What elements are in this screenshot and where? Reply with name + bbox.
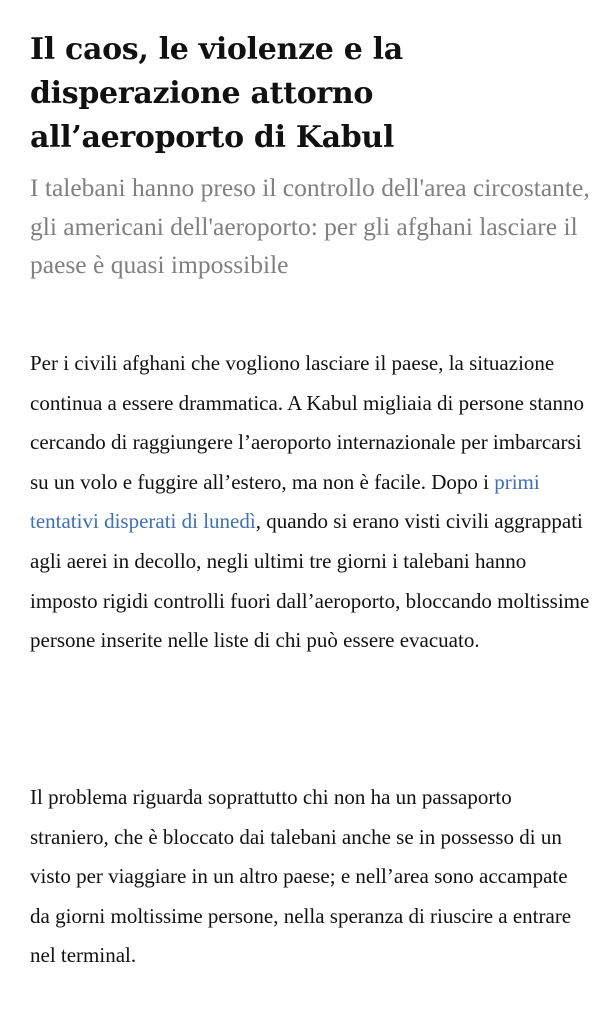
- paragraph-1-text-after-link: , quando si erano visti civili aggrappati agli aerei in decollo, negli ultimi tre giorni i talebani hanno imposto rigidi controlli fuori dall’aeroporto, bloccando moltissime persone inserite nelle liste di chi può essere evacuato.: [30, 509, 590, 653]
- paragraph-1-text-before-link: Per i civili afghani che vogliono lasciare il paese, la situazione continua a essere drammatica. A Kabul migliaia di persone stanno cercando di raggiungere l’aeroporto internazionale per imbarcarsi su un volo e fuggire all’estero, ma non è facile. Dopo i: [30, 351, 584, 494]
- article-subtitle: I talebani hanno preso il controllo dell'area circostante, gli americani dell'aeroporto: per gli afghani lasciare il paese è quasi impossibile: [30, 173, 590, 279]
- article-paragraph-2: Il problema riguarda soprattutto chi non ha un passaporto straniero, che è bloccato dai talebani anche se in possesso di un visto per viaggiare in un altro paese; e nell’area sono accampate da giorni moltissime persone, nella speranza di riuscire a entrare nel terminal.: [30, 785, 572, 968]
- inline-link-primi-tentativi[interactable]: primi tentativi disperati di lunedì: [30, 469, 540, 534]
- article-paragraph-1: [30, 344, 590, 661]
- article-headline: Il caos, le violenze e la disperazione attorno all’aeroporto di Kabul: [30, 32, 403, 155]
